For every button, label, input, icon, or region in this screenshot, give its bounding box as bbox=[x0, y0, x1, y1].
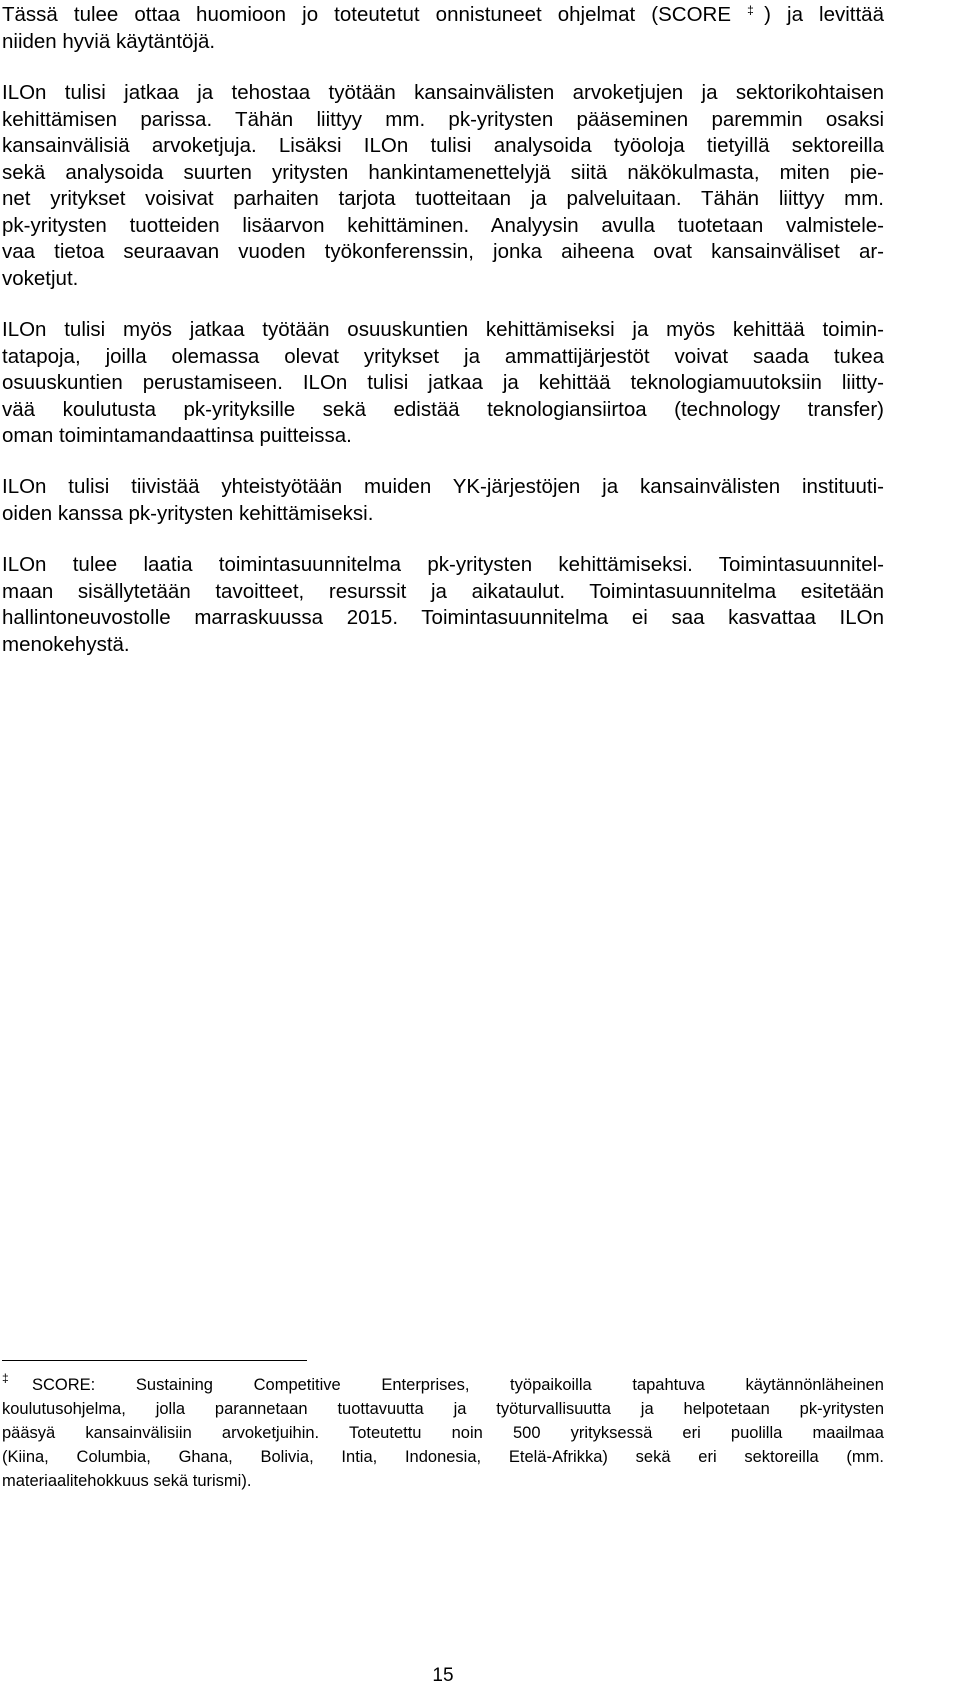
paragraph-line: ILOn tulisi myös jatkaa työtään osuuskuntien kehittämiseksi ja myös kehittää toimin- bbox=[2, 318, 884, 341]
footnote-line: ‡ SCORE: Sustaining Competitive Enterprises, työpaikoilla tapahtuva käytännönläheinen bbox=[2, 1371, 884, 1394]
paragraph-line: Tässä tulee ottaa huomioon jo toteutetut onnistuneet ohjelmat (SCORE ‡) ja levittää bbox=[2, 3, 884, 26]
paragraph-line: sekä analysoida suurten yritysten hankintamenettelyjä siitä näkökulmasta, miten pie- bbox=[2, 160, 884, 184]
paragraph-5 bbox=[2, 552, 884, 658]
paragraph-3 bbox=[2, 317, 884, 450]
paragraph-line: pk-yritysten tuotteiden lisäarvon kehittäminen. Analyysin avulla tuotetaan valmistele- bbox=[2, 213, 884, 237]
paragraph-line: osuuskuntien perustamiseen. ILOn tulisi jatkaa ja kehittää teknologiamuutoksiin liitty- bbox=[2, 371, 884, 394]
paragraph-line: niiden hyviä käytäntöjä. bbox=[2, 29, 216, 53]
paragraph-line: oman toimintamandaattinsa puitteissa. bbox=[2, 424, 352, 447]
paragraph-4 bbox=[2, 474, 884, 527]
paragraph-line: ILOn tulee laatia toimintasuunnitelma pk-yritysten kehittämiseksi. Toimintasuunnitel- bbox=[2, 553, 884, 576]
paragraph-line: oiden kanssa pk-yritysten kehittämiseksi. bbox=[2, 501, 374, 525]
paragraph-line: hallintoneuvostolle marraskuussa 2015. Toimintasuunnitelma ei saa kasvattaa ILOn bbox=[2, 606, 884, 629]
footnote-line: (Kiina, Columbia, Ghana, Bolivia, Intia, Indonesia, Etelä-Afrikka) sekä eri sektoreilla (mm. bbox=[2, 1448, 884, 1466]
paragraph-line: menokehystä. bbox=[2, 632, 130, 656]
footnote-line: materiaalitehokkuus sekä turismi). bbox=[2, 1472, 252, 1490]
paragraph-line: ILOn tulisi tiivistää yhteistyötään muiden YK-järjestöjen ja kansainvälisten instituuti- bbox=[2, 475, 884, 498]
paragraph-line: vaa tietoa seuraavan vuoden työkonferenssin, jonka aiheena ovat kansainväliset ar- bbox=[2, 240, 884, 263]
paragraph-line: voketjut. bbox=[2, 266, 79, 290]
footnote-reference[interactable]: ‡ bbox=[747, 3, 765, 17]
paragraph-line: kehittämisen parissa. Tähän liittyy mm. pk-yritysten pääseminen paremmin osaksi bbox=[2, 107, 884, 131]
paragraph-1 bbox=[2, 2, 884, 55]
footnote-line: koulutusohjelma, jolla parannetaan tuottavuutta ja työturvallisuutta ja helpotetaan pk-yritysten bbox=[2, 1400, 884, 1418]
footnote bbox=[2, 1373, 884, 1493]
paragraph-line: net yritykset voisivat parhaiten tarjota tuotteitaan ja palveluitaan. Tähän liittyy mm. bbox=[2, 187, 884, 210]
paragraph-line: vää koulutusta pk-yrityksille sekä edistää teknologiansiirtoa (technology transfer) bbox=[2, 397, 884, 421]
footnote-separator bbox=[2, 1360, 307, 1361]
paragraph-line: tatapoja, joilla olemassa olevat yritykset ja ammattijärjestöt voivat saada tukea bbox=[2, 344, 884, 368]
footnote-line: pääsyä kansainvälisiin arvoketjuihin. Toteutettu noin 500 yrityksessä eri puolilla maailmaa bbox=[2, 1424, 884, 1442]
paragraph-2 bbox=[2, 80, 884, 292]
paragraph-line: ILOn tulisi jatkaa ja tehostaa työtään kansainvälisten arvoketjujen ja sektorikohtaisen bbox=[2, 81, 884, 104]
paragraph-line: kansainvälisiä arvoketjuja. Lisäksi ILOn tulisi analysoida työoloja tietyillä sektoreilla bbox=[2, 134, 884, 157]
paragraph-line: maan sisällytetään tavoitteet, resurssit ja aikataulut. Toimintasuunnitelma esitetään bbox=[2, 579, 884, 603]
page-number: 15 bbox=[432, 1665, 454, 1686]
